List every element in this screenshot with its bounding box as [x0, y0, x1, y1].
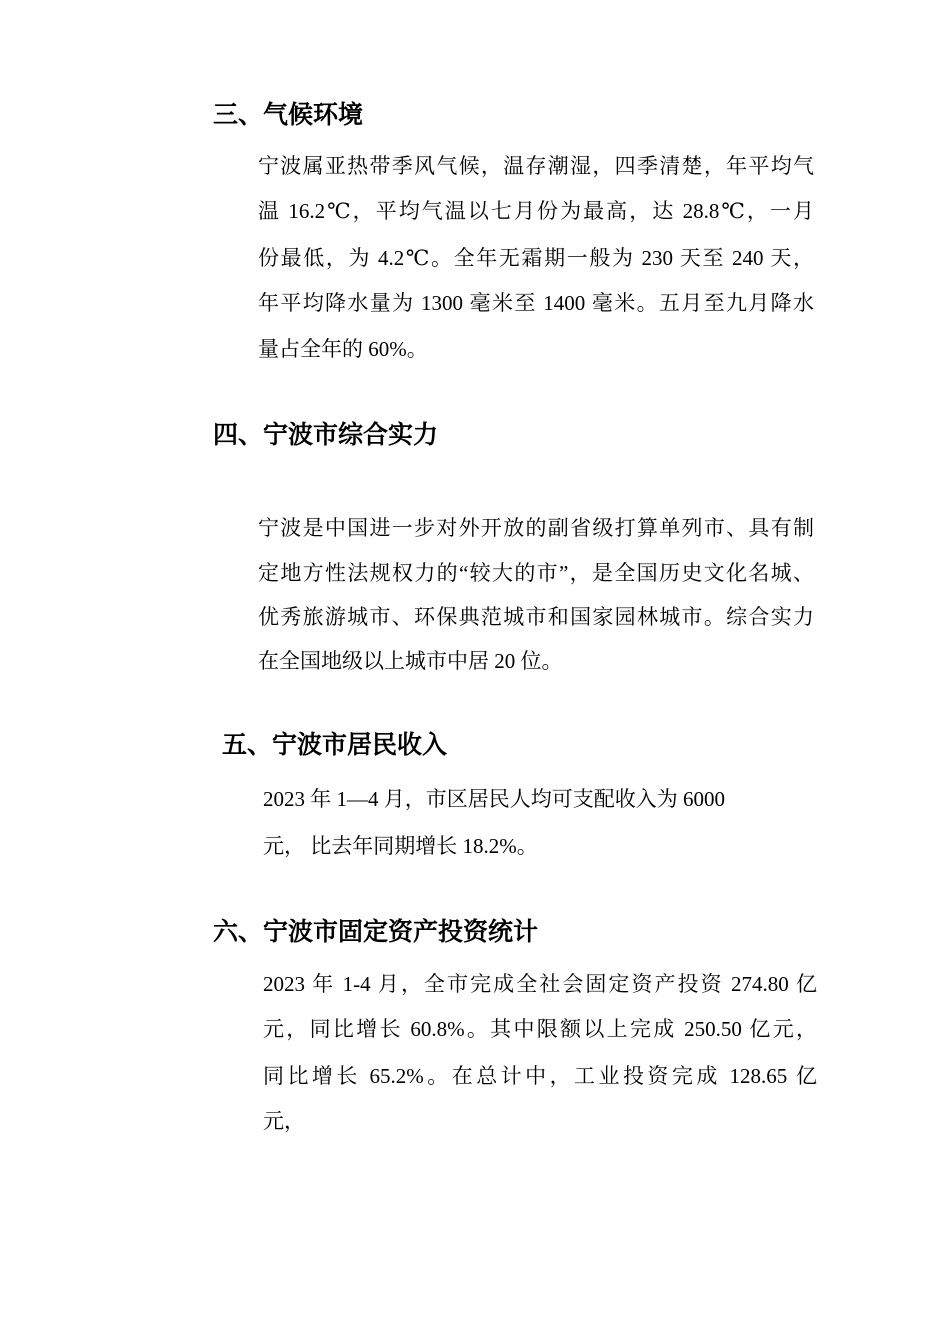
paragraph-line: 2023 年 1—4 月，市区居民人均可支配收入为 6000 [263, 787, 725, 811]
paragraph-line: 宁波是中国进一步对外开放的副省级打算单列市、具有制 [258, 516, 814, 540]
section-heading-income: 五、宁波市居民收入 [222, 732, 448, 759]
section-heading-investment: 六、宁波市固定资产投资统计 [213, 919, 539, 946]
paragraph-line: 量占全年的 60%。 [258, 337, 428, 361]
paragraph-line: 同比增长 65.2%。在总计中，工业投资完成 128.65 亿 [263, 1064, 817, 1088]
paragraph-line: 在全国地级以上城市中居 20 位。 [258, 649, 563, 673]
paragraph-line: 元， [263, 1109, 305, 1133]
paragraph-line: 优秀旅游城市、环保典范城市和国家园林城市。综合实力 [258, 605, 814, 629]
section-heading-strength: 四、宁波市综合实力 [213, 422, 439, 449]
paragraph-line: 温 16.2℃，平均气温以七月份为最高，达 28.8℃，一月 [258, 199, 814, 223]
paragraph-line: 宁波属亚热带季风气候，温存潮湿，四季清楚，年平均气 [258, 154, 814, 178]
paragraph-line: 元， 比去年同期增长 18.2%。 [263, 834, 538, 858]
paragraph-line: 2023 年 1-4 月，全市完成全社会固定资产投资 274.80 亿 [263, 972, 817, 996]
paragraph-line: 份最低，为 4.2℃。全年无霜期一般为 230 天至 240 天， [258, 246, 814, 270]
paragraph-line: 元，同比增长 60.8%。其中限额以上完成 250.50 亿元， [263, 1017, 817, 1041]
section-heading-climate: 三、气候环境 [213, 102, 364, 129]
paragraph-line: 年平均降水量为 1300 毫米至 1400 毫米。五月至九月降水 [258, 291, 814, 315]
paragraph-line: 定地方性法规权力的“较大的市”，是全国历史文化名城、 [258, 561, 814, 585]
